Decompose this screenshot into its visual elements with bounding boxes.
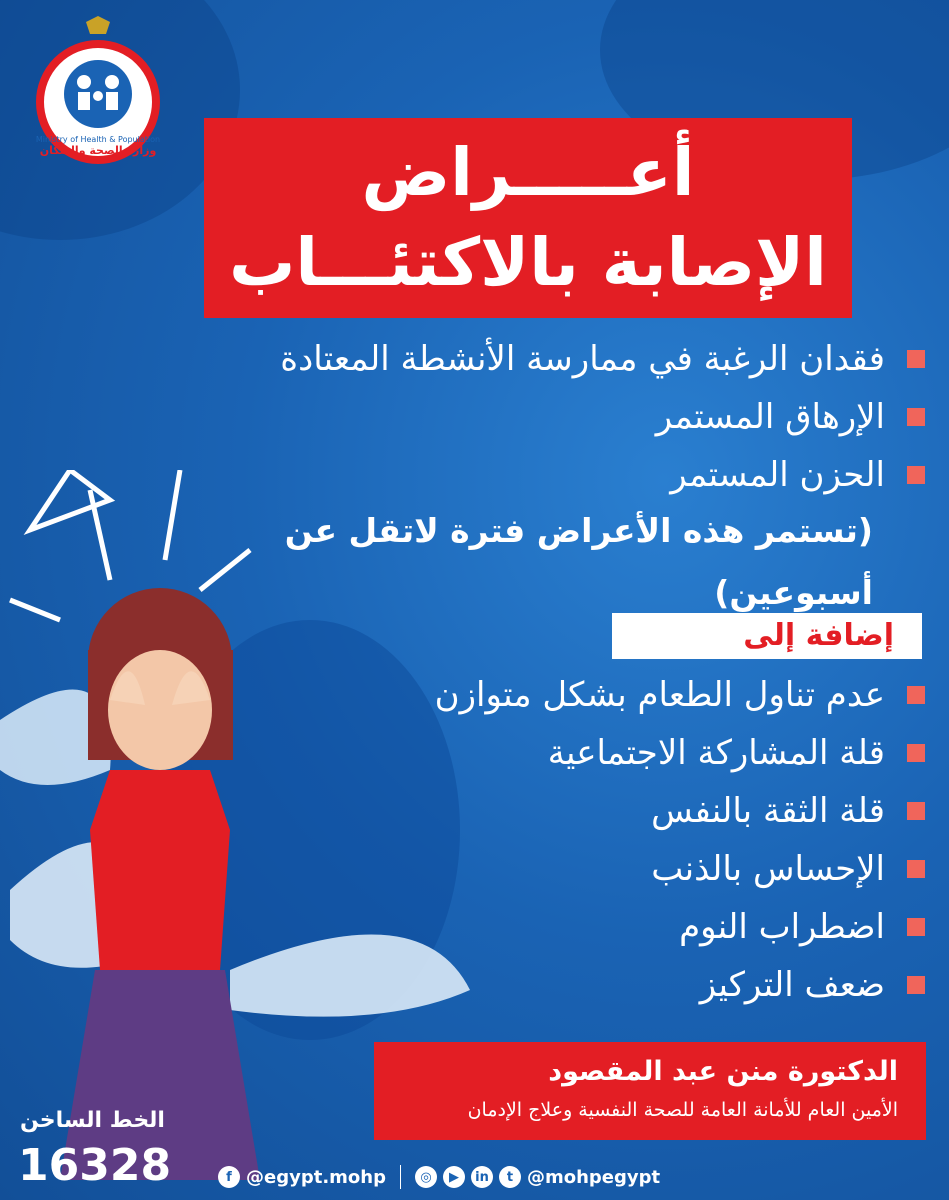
title-line2: الإصابة بالاكتئـــاب [229,224,827,301]
symptom-text: فقدان الرغبة في ممارسة الأنشطة المعتادة [280,339,885,379]
doctor-title: الأمين العام للأمانة العامة للصحة النفسية وعلاج الإدمان [467,1099,898,1121]
symptom-text: ضعف التركيز [699,965,885,1005]
twitter-icon[interactable]: t [499,1166,521,1188]
symptom-text: الحزن المستمر [670,455,885,495]
facebook-icon[interactable]: f [218,1166,240,1188]
ministry-logo [28,14,168,164]
symptom-text: الإحساس بالذنب [651,849,885,889]
square-bullet-icon [907,976,925,994]
list-item [435,724,925,782]
title-box [204,118,852,318]
title-line1: أعـــــراض [361,134,695,211]
square-bullet-icon [907,860,925,878]
list-item [435,782,925,840]
symptom-text: الإرهاق المستمر [655,397,885,437]
list-item [280,330,925,388]
divider [400,1165,401,1189]
addition-label: إضافة إلى [612,613,922,659]
square-bullet-icon [907,744,925,762]
symptom-text: اضطراب النوم [679,907,885,947]
hotline-label: الخط الساخن [20,1108,165,1133]
symptom-text: قلة الثقة بالنفس [651,791,885,831]
shirt [90,770,230,970]
linkedin-icon[interactable]: in [471,1166,493,1188]
doctor-name: الدكتورة منن عبد المقصود [548,1056,898,1087]
doctor-box [374,1042,926,1140]
square-bullet-icon [907,350,925,368]
list-item [435,666,925,724]
symptom-text: قلة المشاركة الاجتماعية [547,733,885,773]
other-handle[interactable]: @mohpegypt [526,1166,661,1188]
social-bar [218,1160,660,1194]
list-item [435,956,925,1014]
list-item [435,898,925,956]
facebook-handle[interactable]: @egypt.mohp [246,1166,386,1188]
youtube-icon[interactable]: ▶ [443,1166,465,1188]
square-bullet-icon [907,802,925,820]
square-bullet-icon [907,466,925,484]
list-item [280,388,925,446]
leaf-icon [0,690,470,1017]
symptom-text: عدم تناول الطعام بشكل متوازن [434,675,885,715]
svg-text:وزارة الصحة والسكان: وزارة الصحة والسكان [39,144,157,157]
svg-text:Ministry of Health & Populatio: Ministry of Health & Population [35,135,161,144]
duration-note: (تستمر هذه الأعراض فترة لاتقل عن أسبوعين) [284,511,873,612]
instagram-icon[interactable]: ◎ [415,1166,437,1188]
square-bullet-icon [907,686,925,704]
square-bullet-icon [907,408,925,426]
hotline-number: 16328 [18,1140,172,1191]
list-item [435,840,925,898]
face [108,650,212,770]
symptoms-extra-list [435,666,925,1014]
square-bullet-icon [907,918,925,936]
